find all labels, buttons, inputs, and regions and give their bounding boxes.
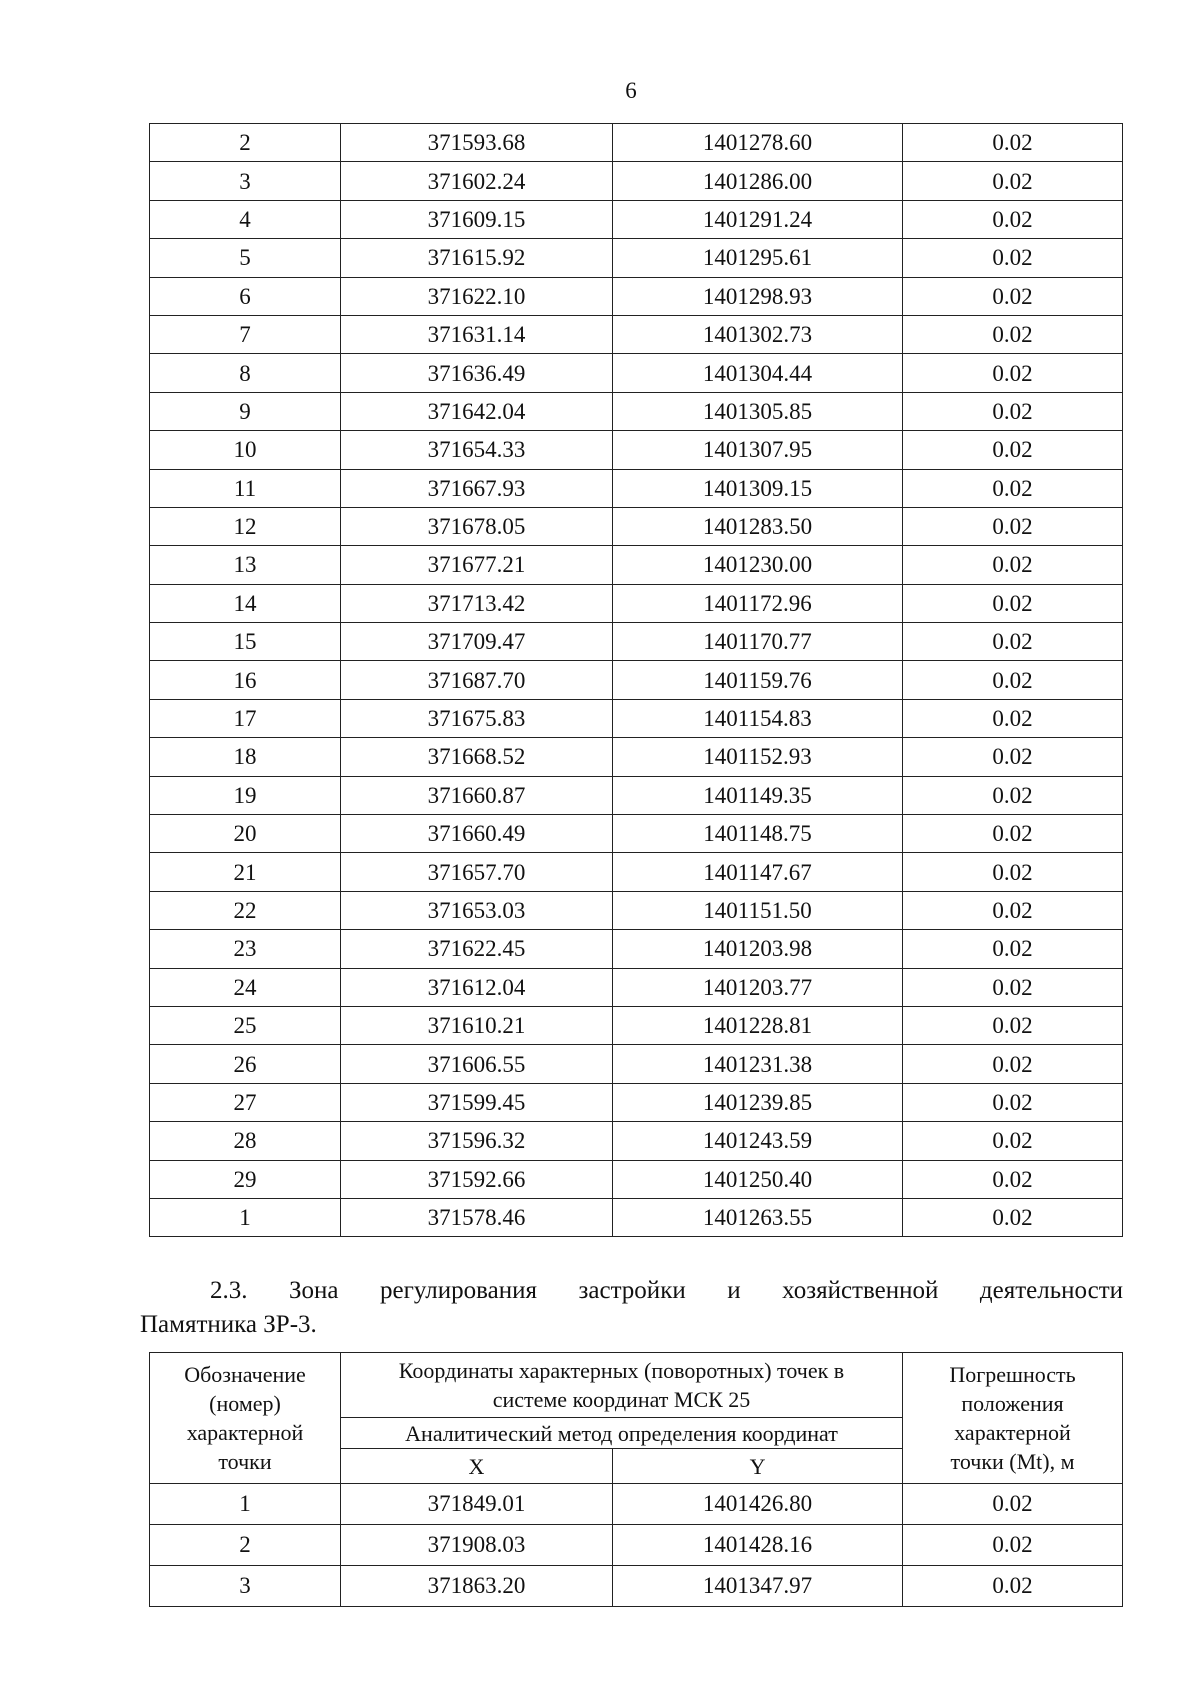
x-coordinate-cell: 371654.33: [341, 431, 613, 469]
y-coordinate-cell: 1401250.40: [613, 1160, 903, 1198]
header-position-error: Погрешность положения характерной точки (Mt), м: [903, 1353, 1123, 1484]
error-cell: 0.02: [903, 469, 1123, 507]
table-row: [150, 1566, 1123, 1607]
x-coordinate-cell: 371675.83: [341, 699, 613, 737]
y-coordinate-cell: 1401230.00: [613, 546, 903, 584]
table-row: [150, 661, 1123, 699]
y-coordinate-cell: 1401147.67: [613, 853, 903, 891]
error-cell: 0.02: [903, 853, 1123, 891]
table-row: [150, 315, 1123, 353]
point-number-cell: 23: [150, 930, 341, 968]
table-row: [150, 584, 1123, 622]
x-coordinate-cell: 371610.21: [341, 1006, 613, 1044]
point-number-cell: 8: [150, 354, 341, 392]
point-number-cell: 22: [150, 891, 341, 929]
x-coordinate-cell: 371668.52: [341, 738, 613, 776]
point-number-cell: 20: [150, 815, 341, 853]
y-coordinate-cell: 1401170.77: [613, 623, 903, 661]
y-coordinate-cell: 1401263.55: [613, 1198, 903, 1236]
y-coordinate-cell: 1401231.38: [613, 1045, 903, 1083]
table-row: [150, 431, 1123, 469]
error-cell: 0.02: [903, 738, 1123, 776]
y-coordinate-cell: 1401159.76: [613, 661, 903, 699]
table-row: [150, 930, 1123, 968]
y-coordinate-cell: 1401228.81: [613, 1006, 903, 1044]
error-cell: 0.02: [903, 1160, 1123, 1198]
y-coordinate-cell: 1401243.59: [613, 1122, 903, 1160]
y-coordinate-cell: 1401428.16: [613, 1525, 903, 1566]
table-row: [150, 1160, 1123, 1198]
table-row: [150, 815, 1123, 853]
table-row: [150, 1484, 1123, 1525]
error-cell: 0.02: [903, 1006, 1123, 1044]
x-coordinate-cell: 371596.32: [341, 1122, 613, 1160]
table-row: [150, 699, 1123, 737]
point-number-cell: 2: [150, 124, 341, 162]
point-number-cell: 27: [150, 1083, 341, 1121]
error-cell: 0.02: [903, 546, 1123, 584]
x-coordinate-cell: 371863.20: [341, 1566, 613, 1607]
point-number-cell: 21: [150, 853, 341, 891]
x-coordinate-cell: 371636.49: [341, 354, 613, 392]
y-coordinate-cell: 1401304.44: [613, 354, 903, 392]
error-cell: 0.02: [903, 1045, 1123, 1083]
error-cell: 0.02: [903, 776, 1123, 814]
point-number-cell: 3: [150, 1566, 341, 1607]
error-cell: 0.02: [903, 968, 1123, 1006]
table-row: [150, 776, 1123, 814]
x-coordinate-cell: 371602.24: [341, 162, 613, 200]
point-number-cell: 29: [150, 1160, 341, 1198]
header-x: X: [341, 1449, 613, 1484]
point-number-cell: 28: [150, 1122, 341, 1160]
error-cell: 0.02: [903, 930, 1123, 968]
x-coordinate-cell: 371631.14: [341, 315, 613, 353]
error-cell: 0.02: [903, 815, 1123, 853]
error-cell: 0.02: [903, 891, 1123, 929]
table-row: [150, 469, 1123, 507]
point-number-cell: 10: [150, 431, 341, 469]
table-row: [150, 1198, 1123, 1236]
y-coordinate-cell: 1401347.97: [613, 1566, 903, 1607]
table-header-row: [150, 1353, 1123, 1418]
table-row: [150, 124, 1123, 162]
x-coordinate-cell: 371709.47: [341, 623, 613, 661]
header-point-designation: Обозначение (номер) характерной точки: [150, 1353, 341, 1484]
page-number: 6: [625, 78, 637, 103]
error-cell: 0.02: [903, 507, 1123, 545]
error-cell: 0.02: [903, 623, 1123, 661]
table-row: [150, 392, 1123, 430]
table-row: [150, 239, 1123, 277]
error-cell: 0.02: [903, 1484, 1123, 1525]
table-row: [150, 1006, 1123, 1044]
header-y: Y: [613, 1449, 903, 1484]
x-coordinate-cell: 371593.68: [341, 124, 613, 162]
zr3-coordinates-table: [149, 1352, 1123, 1607]
error-cell: 0.02: [903, 162, 1123, 200]
point-number-cell: 13: [150, 546, 341, 584]
error-cell: 0.02: [903, 392, 1123, 430]
coordinates-table-continued: [149, 123, 1123, 1237]
point-number-cell: 26: [150, 1045, 341, 1083]
section-heading-line-2: Памятника ЗР-3.: [140, 1311, 317, 1338]
y-coordinate-cell: 1401295.61: [613, 239, 903, 277]
point-number-cell: 19: [150, 776, 341, 814]
x-coordinate-cell: 371578.46: [341, 1198, 613, 1236]
x-coordinate-cell: 371678.05: [341, 507, 613, 545]
x-coordinate-cell: 371849.01: [341, 1484, 613, 1525]
y-coordinate-cell: 1401302.73: [613, 315, 903, 353]
y-coordinate-cell: 1401307.95: [613, 431, 903, 469]
x-coordinate-cell: 371657.70: [341, 853, 613, 891]
error-cell: 0.02: [903, 431, 1123, 469]
error-cell: 0.02: [903, 661, 1123, 699]
point-number-cell: 6: [150, 277, 341, 315]
table-row: [150, 738, 1123, 776]
x-coordinate-cell: 371687.70: [341, 661, 613, 699]
coordinates-table-body: [150, 124, 1123, 1237]
table-row: [150, 891, 1123, 929]
y-coordinate-cell: 1401305.85: [613, 392, 903, 430]
y-coordinate-cell: 1401148.75: [613, 815, 903, 853]
y-coordinate-cell: 1401152.93: [613, 738, 903, 776]
table-row: [150, 354, 1123, 392]
x-coordinate-cell: 371592.66: [341, 1160, 613, 1198]
table-row: [150, 1525, 1123, 1566]
x-coordinate-cell: 371612.04: [341, 968, 613, 1006]
point-number-cell: 16: [150, 661, 341, 699]
table-row: [150, 1045, 1123, 1083]
point-number-cell: 4: [150, 200, 341, 238]
point-number-cell: 1: [150, 1484, 341, 1525]
point-number-cell: 15: [150, 623, 341, 661]
header-coordinates-title: Координаты характерных (поворотных) точек в системе координат МСК 25: [341, 1353, 903, 1418]
error-cell: 0.02: [903, 239, 1123, 277]
x-coordinate-cell: 371615.92: [341, 239, 613, 277]
x-coordinate-cell: 371622.45: [341, 930, 613, 968]
zr3-coordinates-table-body: [150, 1484, 1123, 1607]
error-cell: 0.02: [903, 1083, 1123, 1121]
point-number-cell: 5: [150, 239, 341, 277]
x-coordinate-cell: 371653.03: [341, 891, 613, 929]
error-cell: 0.02: [903, 1525, 1123, 1566]
table-row: [150, 968, 1123, 1006]
point-number-cell: 7: [150, 315, 341, 353]
error-cell: 0.02: [903, 584, 1123, 622]
point-number-cell: 1: [150, 1198, 341, 1236]
y-coordinate-cell: 1401309.15: [613, 469, 903, 507]
error-cell: 0.02: [903, 699, 1123, 737]
y-coordinate-cell: 1401203.77: [613, 968, 903, 1006]
table-row: [150, 1083, 1123, 1121]
y-coordinate-cell: 1401151.50: [613, 891, 903, 929]
y-coordinate-cell: 1401203.98: [613, 930, 903, 968]
point-number-cell: 18: [150, 738, 341, 776]
x-coordinate-cell: 371713.42: [341, 584, 613, 622]
error-cell: 0.02: [903, 124, 1123, 162]
error-cell: 0.02: [903, 354, 1123, 392]
header-analytic-method: Аналитический метод определения координат: [341, 1418, 903, 1449]
table-row: [150, 623, 1123, 661]
section-heading-line-1: 2.3. Зона регулирования застройки и хозяйственной деятельности: [210, 1277, 1123, 1304]
x-coordinate-cell: 371599.45: [341, 1083, 613, 1121]
point-number-cell: 11: [150, 469, 341, 507]
table-row: [150, 1122, 1123, 1160]
y-coordinate-cell: 1401298.93: [613, 277, 903, 315]
error-cell: 0.02: [903, 200, 1123, 238]
x-coordinate-cell: 371606.55: [341, 1045, 613, 1083]
x-coordinate-cell: 371677.21: [341, 546, 613, 584]
x-coordinate-cell: 371622.10: [341, 277, 613, 315]
error-cell: 0.02: [903, 315, 1123, 353]
y-coordinate-cell: 1401239.85: [613, 1083, 903, 1121]
point-number-cell: 17: [150, 699, 341, 737]
error-cell: 0.02: [903, 277, 1123, 315]
y-coordinate-cell: 1401278.60: [613, 124, 903, 162]
y-coordinate-cell: 1401291.24: [613, 200, 903, 238]
y-coordinate-cell: 1401149.35: [613, 776, 903, 814]
y-coordinate-cell: 1401426.80: [613, 1484, 903, 1525]
point-number-cell: 14: [150, 584, 341, 622]
x-coordinate-cell: 371660.49: [341, 815, 613, 853]
point-number-cell: 3: [150, 162, 341, 200]
point-number-cell: 9: [150, 392, 341, 430]
table-row: [150, 853, 1123, 891]
table-row: [150, 200, 1123, 238]
point-number-cell: 12: [150, 507, 341, 545]
error-cell: 0.02: [903, 1566, 1123, 1607]
point-number-cell: 24: [150, 968, 341, 1006]
x-coordinate-cell: 371609.15: [341, 200, 613, 238]
y-coordinate-cell: 1401154.83: [613, 699, 903, 737]
y-coordinate-cell: 1401172.96: [613, 584, 903, 622]
point-number-cell: 2: [150, 1525, 341, 1566]
error-cell: 0.02: [903, 1198, 1123, 1236]
y-coordinate-cell: 1401283.50: [613, 507, 903, 545]
x-coordinate-cell: 371667.93: [341, 469, 613, 507]
x-coordinate-cell: 371660.87: [341, 776, 613, 814]
y-coordinate-cell: 1401286.00: [613, 162, 903, 200]
table-row: [150, 277, 1123, 315]
error-cell: 0.02: [903, 1122, 1123, 1160]
section-heading: [140, 1274, 1123, 1342]
table-row: [150, 507, 1123, 545]
table-row: [150, 546, 1123, 584]
table-row: [150, 162, 1123, 200]
point-number-cell: 25: [150, 1006, 341, 1044]
x-coordinate-cell: 371908.03: [341, 1525, 613, 1566]
x-coordinate-cell: 371642.04: [341, 392, 613, 430]
